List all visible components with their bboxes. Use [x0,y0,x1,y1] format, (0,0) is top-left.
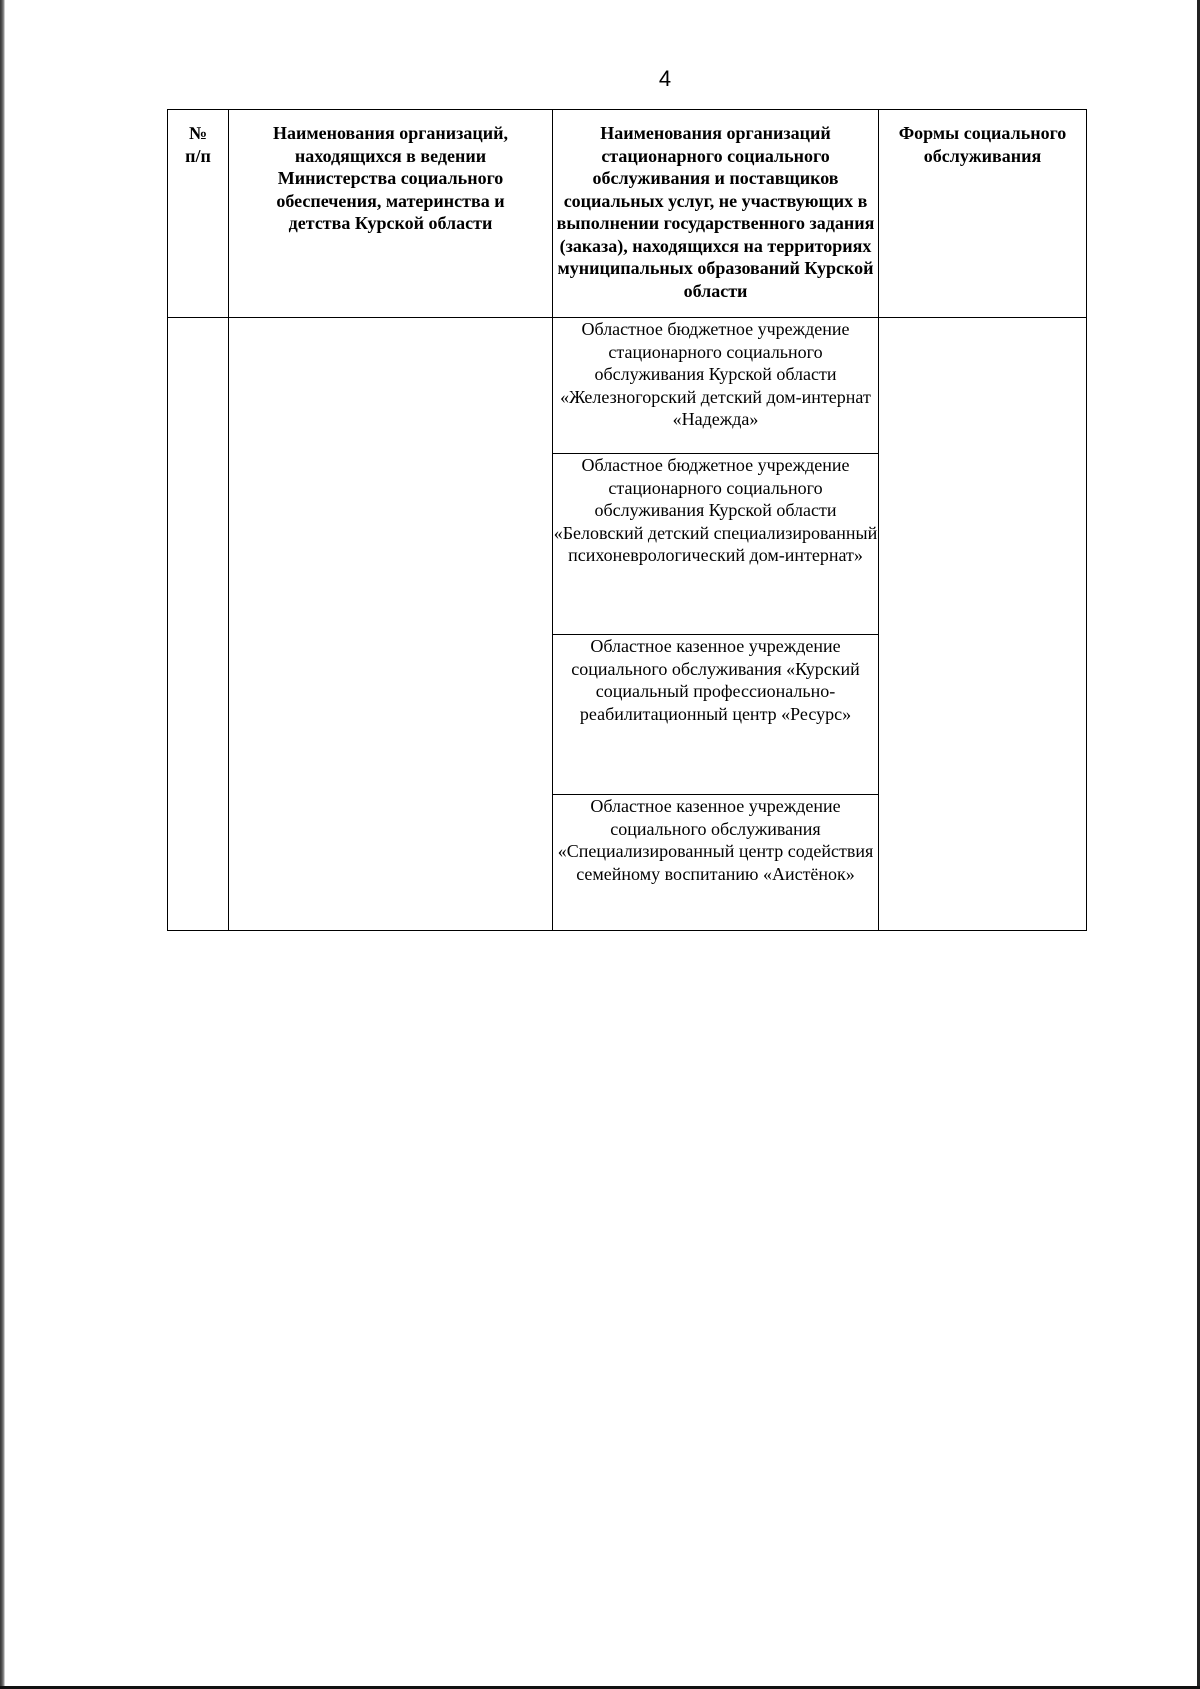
organization-cell: Областное казенное учреждение социального обслуживания «Курский социальный профессионально-реабилитационный центр «Ресурс» [553,635,879,795]
scan-edge-left [0,0,5,1689]
organization-cell: Областное казенное учреждение социального обслуживания «Специализированный центр содействия семейному воспитанию «Аистёнок» [553,795,879,931]
header-forms [879,110,1087,318]
forms-cell [879,318,1087,931]
header-organizations [553,110,879,318]
number-cell [168,318,229,931]
header-number-label: № п/п [185,123,211,166]
organization-cell: Областное бюджетное учреждение стационарного социального обслуживания Курской области «Беловский детский специализированный психоневрологический дом-интернат» [553,454,879,635]
header-number [168,110,229,318]
header-ministry [229,110,553,318]
header-organizations-label: Наименования организаций стационарного социального обслуживания и поставщиков социальных услуг, не участвующих в выполнении государственного задания (заказа), находящихся на территориях муниципальных образований Курской области [556,123,875,301]
organizations-table [167,109,1087,931]
ministry-cell [229,318,553,931]
header-ministry-label: Наименования организаций, находящихся в ведении Министерства социального обеспечения, материнства и детства Курской области [272,123,509,233]
header-forms-label: Формы социального обслуживания [898,123,1067,166]
organization-cell: Областное бюджетное учреждение стационарного социального обслуживания Курской области «Железногорский детский дом-интернат «Надежда» [553,318,879,454]
page-number: 4 [658,66,672,91]
table-row [168,318,1087,454]
table-header-row [168,110,1087,318]
